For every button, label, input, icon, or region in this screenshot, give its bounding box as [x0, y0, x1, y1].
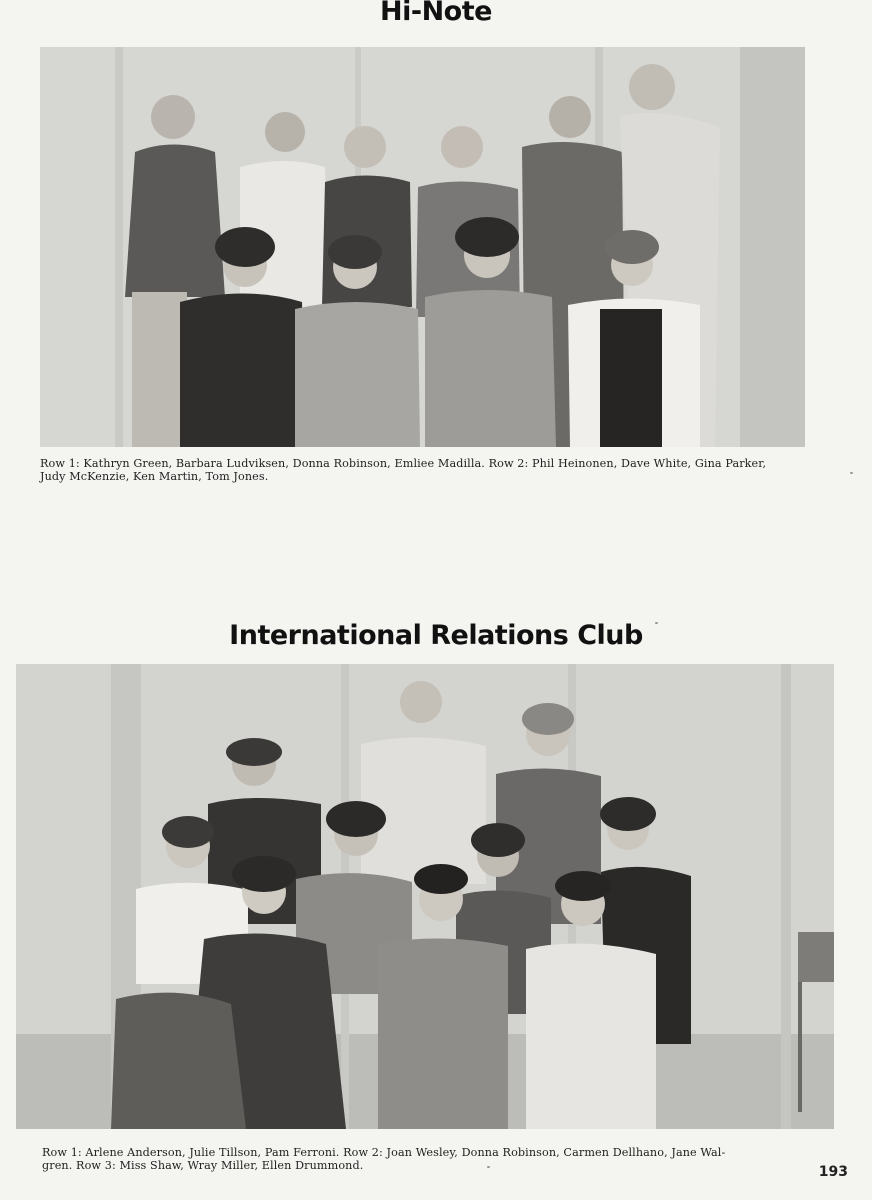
print-speck	[487, 1166, 490, 1168]
caption-line: gren. Row 3: Miss Shaw, Wray Miller, Ellen Drummond.	[42, 1159, 364, 1172]
page-number: 193	[818, 1164, 848, 1180]
caption-line: Row 1: Arlene Anderson, Julie Tillson, Pam Ferroni. Row 2: Joan Wesley, Donna Robinson, Carmen Dellhano, Jane Wal-	[42, 1146, 726, 1159]
print-speck	[655, 622, 658, 624]
print-speck	[850, 472, 853, 474]
photo-caption-hi-note	[40, 457, 820, 483]
section-title-hi-note: Hi-Note	[380, 0, 492, 27]
photo-caption-international-relations-club	[42, 1146, 802, 1172]
group-photo-hi-note	[40, 47, 805, 447]
caption-line: Row 1: Kathryn Green, Barbara Ludviksen, Donna Robinson, Emliee Madilla. Row 2: Phil Heinonen, Dave White, Gina Parker,	[40, 457, 767, 470]
section-title-international-relations-club: International Relations Club	[229, 620, 643, 651]
group-photo-international-relations-club	[16, 664, 834, 1129]
caption-line: Judy McKenzie, Ken Martin, Tom Jones.	[40, 470, 269, 483]
